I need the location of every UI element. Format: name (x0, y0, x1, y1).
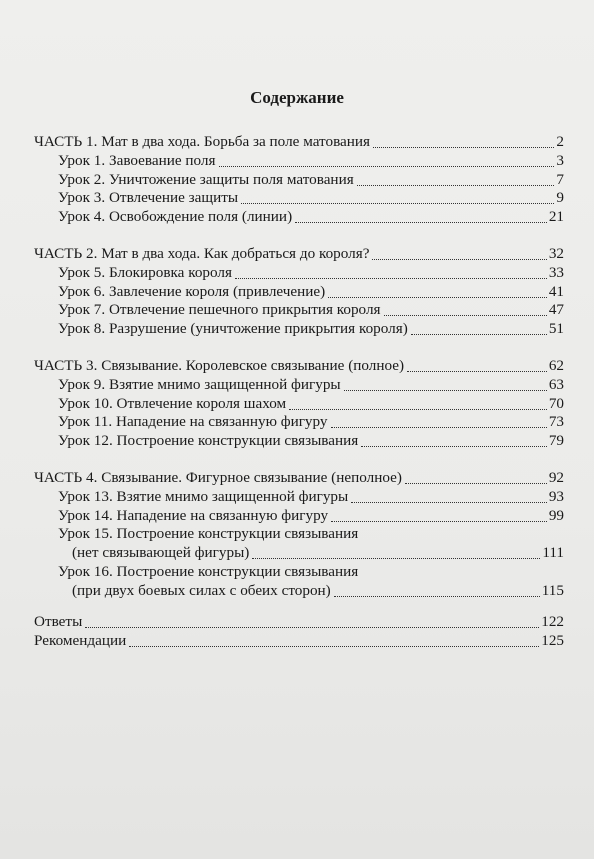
lesson-entry-title: (нет связывающей фигуры) (72, 544, 250, 562)
lesson-entry-leader-dots (334, 576, 540, 597)
lesson-entry-page-number: 63 (548, 375, 564, 393)
appendix-entry-title: Рекомендации (34, 632, 127, 649)
lesson-entry-leader-dots (295, 202, 547, 223)
lesson-entry (0, 431, 594, 451)
lesson-entry-page-number: 73 (548, 413, 564, 431)
lesson-entry (0, 543, 594, 563)
lesson-entry-page-number: 111 (542, 544, 564, 562)
part-entry-page-number: 92 (548, 469, 564, 486)
appendix-entry-page-number: 122 (541, 613, 564, 630)
lesson-entry (0, 581, 594, 601)
appendix-entry-leader-dots (85, 607, 539, 628)
lesson-entry-title: Урок 9. Взятие мнимо защищенной фигуры (58, 375, 341, 393)
part-entry-title: ЧАСТЬ 4. Связывание. Фигурное связывание (неполное) (34, 469, 402, 486)
part-entry-page-number: 2 (556, 133, 564, 150)
appendix-entry-page-number: 125 (541, 632, 564, 649)
appendix-entry-leader-dots (129, 626, 539, 647)
lesson-entry-title: Урок 3. Отвлечение защиты (58, 189, 239, 207)
lesson-entry-title: Урок 13. Взятие мнимо защищенной фигуры (58, 487, 349, 505)
lesson-entry-title: Урок 4. Освобождение поля (линии) (58, 208, 293, 226)
part-entry-title: ЧАСТЬ 2. Мат в два хода. Как добраться до короля? (34, 245, 370, 262)
lesson-entry-title: Урок 8. Разрушение (уничтожение прикрытия короля) (58, 320, 408, 338)
lesson-entry-leader-dots (331, 501, 547, 522)
lesson-entry-title: Урок 12. Построение конструкции связывания (58, 432, 359, 450)
lesson-entry-title: Урок 16. Построение конструкции связывания (58, 563, 359, 580)
appendix-entry-title: Ответы (34, 613, 83, 630)
lesson-entry-page-number: 3 (556, 151, 564, 169)
lesson-entry-page-number: 93 (548, 487, 564, 505)
part-entry-title: ЧАСТЬ 3. Связывание. Королевское связывание (полное) (34, 357, 405, 374)
lesson-entry-page-number: 9 (556, 189, 564, 207)
lesson-entry (0, 506, 594, 526)
lesson-entry-title: Урок 6. Завлечение короля (привлечение) (58, 282, 326, 300)
lesson-entry-title: Урок 11. Нападение на связанную фигуру (58, 413, 328, 431)
lesson-entry-page-number: 47 (548, 301, 564, 319)
lesson-entry-title: Урок 2. Уничтожение защиты поля матования (58, 170, 354, 188)
part-entry-title: ЧАСТЬ 1. Мат в два хода. Борьба за поле матования (34, 133, 371, 150)
lesson-entry-title: Урок 14. Нападение на связанную фигуру (58, 506, 329, 524)
lesson-entry-title: Урок 7. Отвлечение пешечного прикрытия короля (58, 301, 381, 319)
lesson-entry-leader-dots (361, 426, 547, 447)
lesson-entry-page-number: 115 (541, 581, 564, 599)
lesson-entry-page-number: 7 (556, 170, 564, 188)
lesson-entry-page-number: 51 (548, 320, 564, 338)
lesson-entry-page-number: 41 (548, 282, 564, 300)
lesson-entry-page-number: 79 (548, 432, 564, 450)
appendix-entry (0, 631, 594, 651)
lesson-entry-page-number: 21 (548, 208, 564, 226)
lesson-entry-title: Урок 5. Блокировка короля (58, 263, 232, 281)
lesson-entry-page-number: 99 (548, 506, 564, 524)
lesson-entry-page-number: 33 (548, 263, 564, 281)
lesson-entry-title: Урок 10. Отвлечение короля шахом (58, 394, 287, 412)
lesson-entry-title: Урок 15. Построение конструкции связывания (58, 525, 359, 543)
part-entry-page-number: 62 (548, 357, 564, 374)
lesson-entry-page-number: 70 (548, 394, 564, 412)
lesson-entry-leader-dots (252, 538, 540, 559)
lesson-entry-leader-dots (411, 314, 547, 335)
lesson-entry-title: Урок 1. Завоевание поля (58, 151, 216, 169)
lesson-entry-title: (при двух боевых силах с обеих сторон) (72, 581, 331, 599)
part-entry-page-number: 32 (548, 245, 564, 262)
page-title: Содержание (250, 88, 344, 107)
lesson-entry (0, 207, 594, 227)
lesson-entry (0, 319, 594, 339)
